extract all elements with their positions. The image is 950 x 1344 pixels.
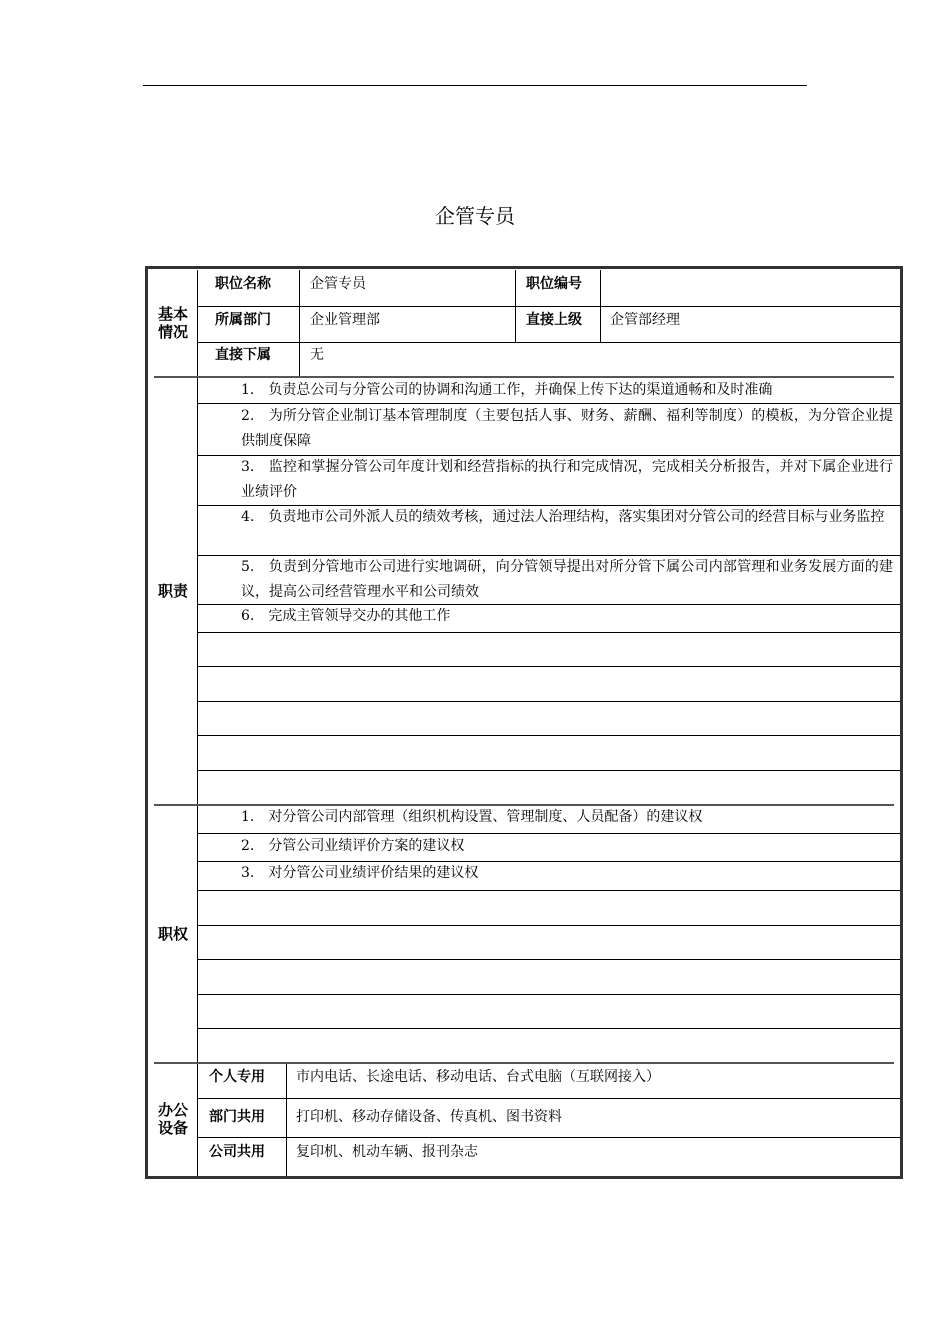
duty-line (198, 666, 900, 667)
page-title: 企管专员 (435, 204, 515, 228)
basic-row-line-2 (198, 342, 900, 343)
authority-item: 3. 对分管公司业绩评价结果的建议权 (241, 865, 479, 881)
duty-item: 6. 完成主管领导交办的其他工作 (241, 608, 451, 624)
duty-line (198, 770, 900, 771)
superior-label: 直接上级 (526, 312, 582, 328)
equipment-label-personal: 个人专用 (209, 1069, 265, 1085)
duty-line (198, 701, 900, 702)
position-name-value: 企管专员 (310, 276, 366, 292)
duty-item: 4. 负责地市公司外派人员的绩效考核，通过法人治理结构，落实集团对分管公司的经营目标与业务监控 (241, 509, 885, 525)
duty-item: 2. 为所分管企业制订基本管理制度（主要包括人事、财务、薪酬、福利等制度）的模板，为分管企业提供制度保障 (241, 408, 893, 449)
authority-left-line (197, 806, 198, 1064)
section-separator-3 (154, 1062, 894, 1064)
authority-line (198, 1028, 900, 1029)
basic-left-line (197, 270, 198, 376)
equipment-value-personal: 市内电话、长途电话、移动电话、台式电脑（互联网接入） (296, 1069, 660, 1085)
duty-item: 5. 负责到分管地市公司进行实地调研，向分管领导提出对所分管下属公司内部管理和业务发展方面的建议，提高公司经营管理水平和公司绩效 (241, 559, 893, 600)
section-label-equipment: 办公 设备 (157, 1101, 188, 1137)
authority-item: 2. 分管公司业绩评价方案的建议权 (241, 838, 465, 854)
authority-line (198, 890, 900, 891)
duties-left-line (197, 378, 198, 805)
equipment-value-company: 复印机、机动车辆、报刊杂志 (296, 1144, 478, 1160)
dept-label: 所属部门 (215, 312, 271, 328)
equipment-value-dept: 打印机、移动存储设备、传真机、图书资料 (296, 1109, 562, 1125)
duty-item: 3. 监控和掌握分管公司年度计划和经营指标的执行和完成情况，完成相关分析报告，并对下属企业进行业绩评价 (241, 459, 893, 500)
equipment-left-line (197, 1064, 198, 1176)
authority-line (198, 994, 900, 995)
equipment-line (198, 1137, 900, 1138)
section-label-basic: 基本 情况 (157, 304, 188, 341)
subordinate-value: 无 (310, 347, 324, 363)
equipment-label-dept: 部门共用 (209, 1109, 265, 1125)
position-name-label: 职位名称 (215, 276, 271, 292)
duty-item: 1. 负责总公司与分管公司的协调和沟通工作，并确保上传下达的渠道通畅和及时准确 (241, 382, 773, 398)
superior-value: 企管部经理 (610, 312, 680, 328)
basic-col-line-2 (515, 270, 516, 342)
subordinate-label: 直接下属 (215, 347, 271, 363)
equipment-line (198, 1098, 900, 1099)
section-label-duties: 职责 (157, 581, 188, 600)
authority-item: 1. 对分管公司内部管理（组织机构设置、管理制度、人员配备）的建议权 (241, 809, 703, 825)
equipment-col-line (286, 1064, 287, 1176)
basic-row-line-1 (198, 306, 900, 307)
authority-line (198, 959, 900, 960)
position-code-label: 职位编号 (526, 276, 582, 292)
authority-line (198, 925, 900, 926)
header-rule (143, 85, 807, 86)
basic-col-line-1 (299, 270, 300, 376)
duty-line (198, 632, 900, 633)
dept-value: 企业管理部 (310, 312, 380, 328)
basic-col-line-3 (600, 270, 601, 342)
duty-line (198, 735, 900, 736)
section-label-authority: 职权 (157, 925, 188, 943)
equipment-label-company: 公司共用 (209, 1144, 265, 1160)
